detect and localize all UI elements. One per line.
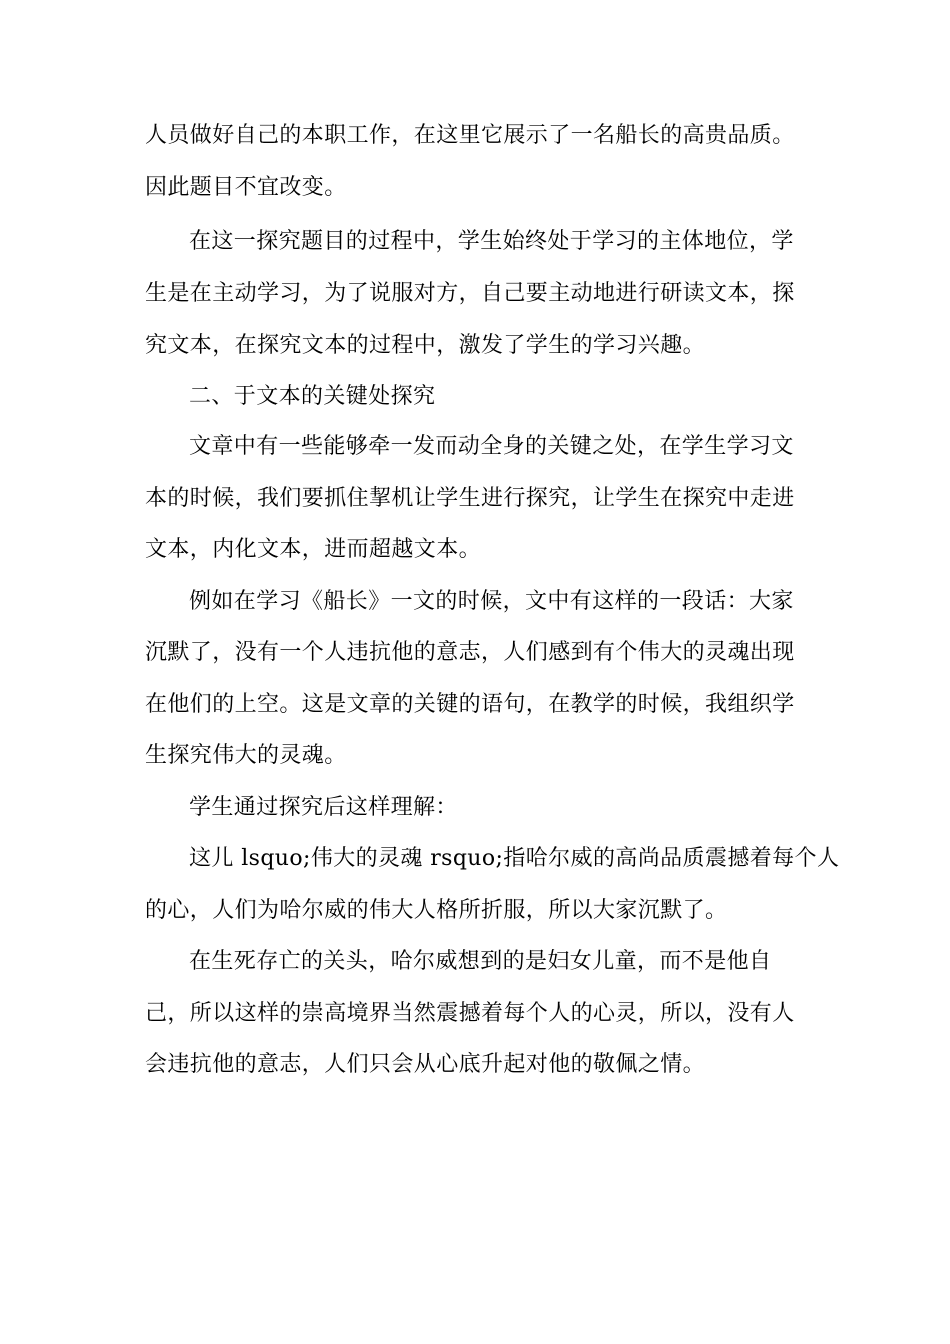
text-line: 人员做好自己的本职工作，在这里它展示了一名船长的高贵品质。	[145, 123, 795, 148]
text-line: 文章中有一些能够牵一发而动全身的关键之处，在学生学习文	[189, 434, 794, 459]
text-line: 沉默了，没有一个人违抗他的意志，人们感到有个伟大的灵魂出现	[145, 640, 795, 665]
text-line: 的心，人们为哈尔威的伟大人格所折服，所以大家沉默了。	[145, 898, 728, 923]
text-line: 在他们的上空。这是文章的关键的语句，在教学的时候，我组织学	[145, 692, 795, 717]
text-line: 在这一探究题目的过程中，学生始终处于学习的主体地位，学	[189, 229, 794, 254]
text-line: 己，所以这样的崇高境界当然震撼着每个人的心灵，所以，没有人	[145, 1001, 795, 1026]
text-line: 生是在主动学习，为了说服对方，自己要主动地进行研读文本，探	[145, 281, 795, 306]
text-line: 生探究伟大的灵魂。	[145, 743, 347, 768]
text-line: 学生通过探究后这样理解：	[189, 795, 458, 820]
text-line: 因此题目不宜改变。	[145, 175, 347, 200]
text-line: 会违抗他的意志，人们只会从心底升起对他的敬佩之情。	[145, 1052, 706, 1077]
text-line: 在生死存亡的关头，哈尔威想到的是妇女儿童，而不是他自	[189, 949, 772, 974]
section-heading: 二、于文本的关键处探究	[189, 384, 436, 409]
text-line: 文本，内化文本，进而超越文本。	[145, 537, 482, 562]
text-line: 究文本，在探究文本的过程中，激发了学生的学习兴趣。	[145, 333, 706, 358]
text-line: 这儿 lsquo;伟大的灵魂 rsquo;指哈尔威的高尚品质震撼着每个人	[189, 846, 840, 871]
text-line: 本的时候，我们要抓住挈机让学生进行探究，让学生在探究中走进	[145, 486, 795, 511]
text-line: 例如在学习《船长》一文的时候，文中有这样的一段话：大家	[189, 589, 794, 614]
